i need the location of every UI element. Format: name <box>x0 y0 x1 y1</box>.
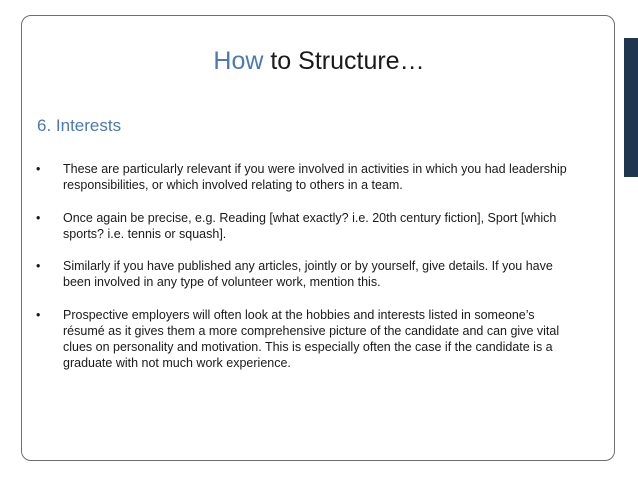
bullet-line: clues on personality and motivation. This is especially often the case if the candidate is a <box>63 340 553 354</box>
bullet-marker: • <box>36 211 41 225</box>
slide-title <box>0 44 638 78</box>
bullet-text <box>63 307 588 371</box>
bullet-line: sports? i.e. tennis or squash]. <box>63 227 227 241</box>
bullet-line: Similarly if you have published any articles, jointly or by yourself, give details. If you have <box>63 259 553 273</box>
bullet-line: Prospective employers will often look at the hobbies and interests listed in someone’s <box>63 308 535 322</box>
bullet-line: These are particularly relevant if you were involved in activities in which you had leadership <box>63 162 567 176</box>
title-rest: to Structure… <box>270 47 425 75</box>
bullet-text <box>63 210 588 242</box>
title-accent-word: How <box>213 47 264 75</box>
bullet-marker: • <box>36 259 41 273</box>
bullet-line: graduate with not much work experience. <box>63 356 291 370</box>
bullet-marker: • <box>36 162 41 176</box>
bullet-line: résumé as it gives them a more comprehensive picture of the candidate and can give vital <box>63 324 560 338</box>
section-heading: 6. Interests <box>37 116 122 135</box>
bullet-line: been involved in any type of volunteer work, mention this. <box>63 275 381 289</box>
bullet-line: Once again be precise, e.g. Reading [what exactly? i.e. 20th century fiction], Sport [which <box>63 211 557 225</box>
bullet-marker: • <box>36 308 41 322</box>
bullet-line: responsibilities, or which involved relating to others in a team. <box>63 178 403 192</box>
bullet-text <box>63 258 588 290</box>
bullet-text <box>63 161 588 193</box>
